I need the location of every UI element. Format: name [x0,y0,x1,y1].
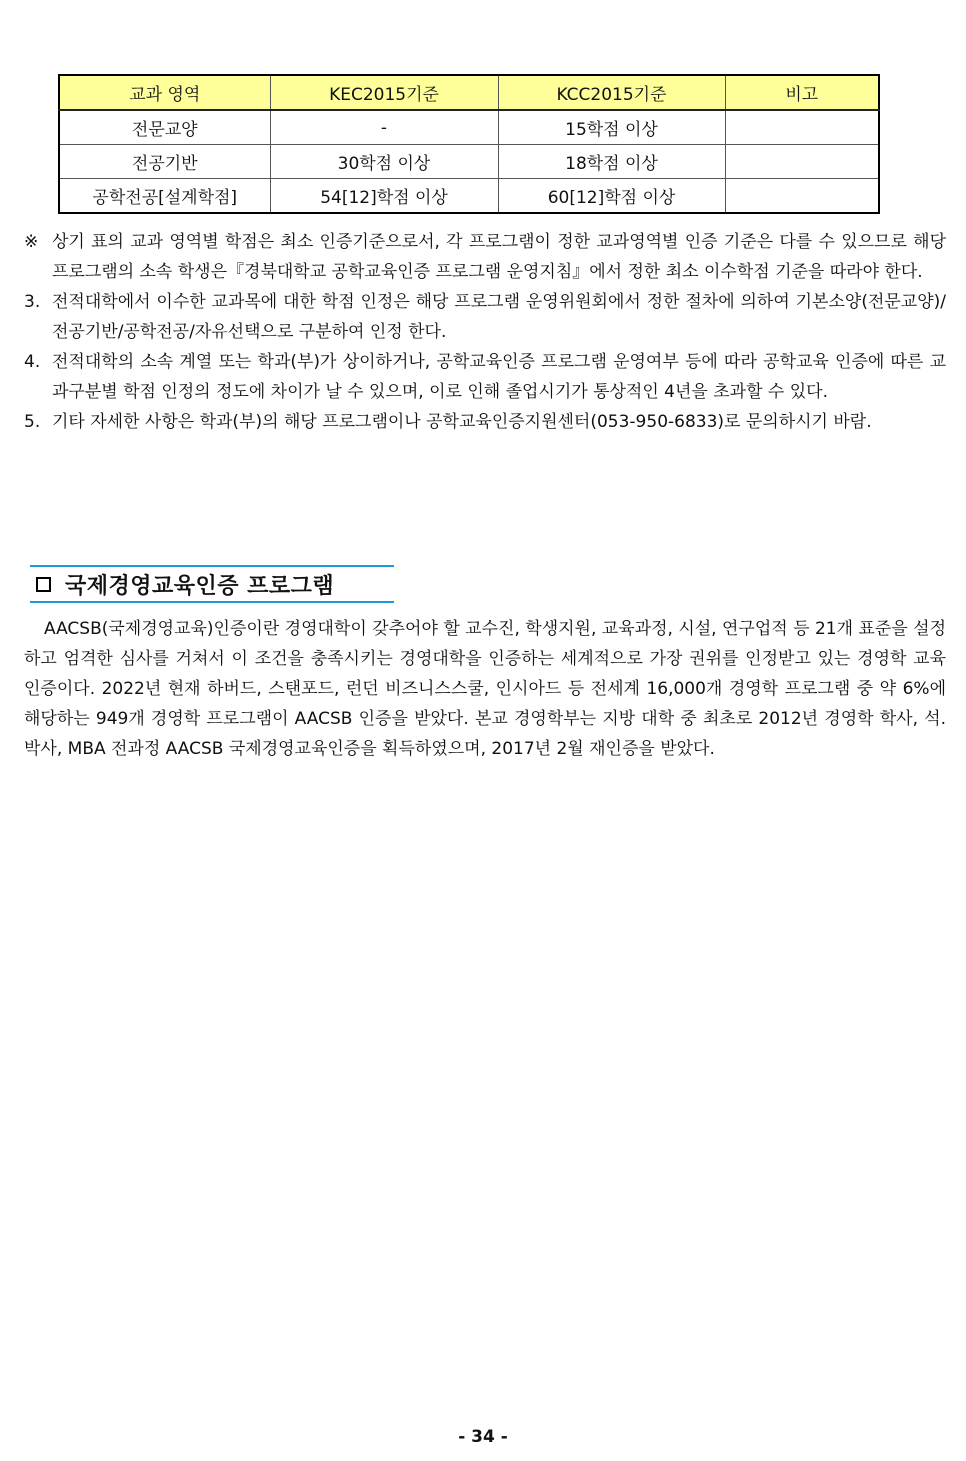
table-cell: 18학점 이상 [498,145,725,179]
table-cell: 30학점 이상 [270,145,498,179]
note-text: 전적대학의 소속 계열 또는 학과(부)가 상이하거나, 공학교육인증 프로그램 운영여부 등에 따라 공학교육 인증에 따른 교과구분별 학점 인정의 정도에 차이가 날 수 있으며, 이로 인해 졸업시기가 통상적인 4년을 초과할 수 있다. [52,352,946,402]
table-cell: 15학점 이상 [498,110,725,145]
note-marker: ※ [24,232,39,252]
table-cell: 54[12]학점 이상 [270,179,498,214]
table-cell [725,179,879,214]
table-header-row [59,75,879,110]
note-item [24,407,946,437]
table-cell: - [270,110,498,145]
table-cell: 전문교양 [59,110,270,145]
table-cell [725,110,879,145]
table-cell: 전공기반 [59,145,270,179]
page-number: - 34 - [458,1427,508,1447]
table-header-cell: KEC2015기준 [270,75,498,110]
note-text: 기타 자세한 사항은 학과(부)의 해당 프로그램이나 공학교육인증지원센터(053-950-6833)로 문의하시기 바람. [52,412,872,432]
table-cell: 공학전공[설계학점] [59,179,270,214]
note-marker: 3. [24,292,41,312]
table-header-cell: 교과 영역 [59,75,270,110]
note-item [24,287,946,347]
table-cell: 60[12]학점 이상 [498,179,725,214]
table-header-cell: KCC2015기준 [498,75,725,110]
body-paragraph: AACSB(국제경영교육)인증이란 경영대학이 갖추어야 할 교수진, 학생지원, 교육과정, 시설, 연구업적 등 21개 표준을 설정하고 엄격한 심사를 거쳐서 이 조건을 충족시키는 경영대학을 인증하는 세계적으로 가장 권위를 인정받고 있는 경영학 교육 인증이다. 2022년 현재 하버드, 스탠포드, 런던 비즈니스스쿨, 인시아드 등 전세계 16,000개 경영학 프로그램 중 약 6%에 해당하는 949개 경영학 프로그램이 AACSB 인증을 받았다. 본교 경영학부는 지방 대학 중 최초로 2012년 경영학 학사, 석.박사, MBA 전과정 AACSB 국제경영교육인증을 획득하였으며, 2017년 2월 재인증을 받았다. [24,619,946,759]
table-header-cell: 비고 [725,75,879,110]
note-marker: 4. [24,352,41,372]
note-text: 전적대학에서 이수한 교과목에 대한 학점 인정은 해당 프로그램 운영위원회에서 정한 절차에 의하여 기본소양(전문교양)/전공기반/공학전공/자유선택으로 구분하여 인정 한다. [52,292,946,342]
notes-list [24,227,946,437]
table-row [59,145,879,179]
credit-requirements-table [58,74,880,214]
section-title: 국제경영교육인증 프로그램 [65,573,335,599]
table-cell [725,145,879,179]
section-heading [30,565,394,603]
table-row [59,110,879,145]
checkbox-square-icon [36,577,51,592]
note-item [24,347,946,407]
note-text: 상기 표의 교과 영역별 학점은 최소 인증기준으로서, 각 프로그램이 정한 교과영역별 인증 기준은 다를 수 있으므로 해당 프로그램의 소속 학생은『경북대학교 공학교육인증 프로그램 운영지침』에서 정한 최소 이수학점 기준을 따라야 한다. [52,232,946,282]
note-item [24,227,946,287]
body-paragraph-block [24,614,946,764]
table-row [59,179,879,214]
note-marker: 5. [24,412,41,432]
